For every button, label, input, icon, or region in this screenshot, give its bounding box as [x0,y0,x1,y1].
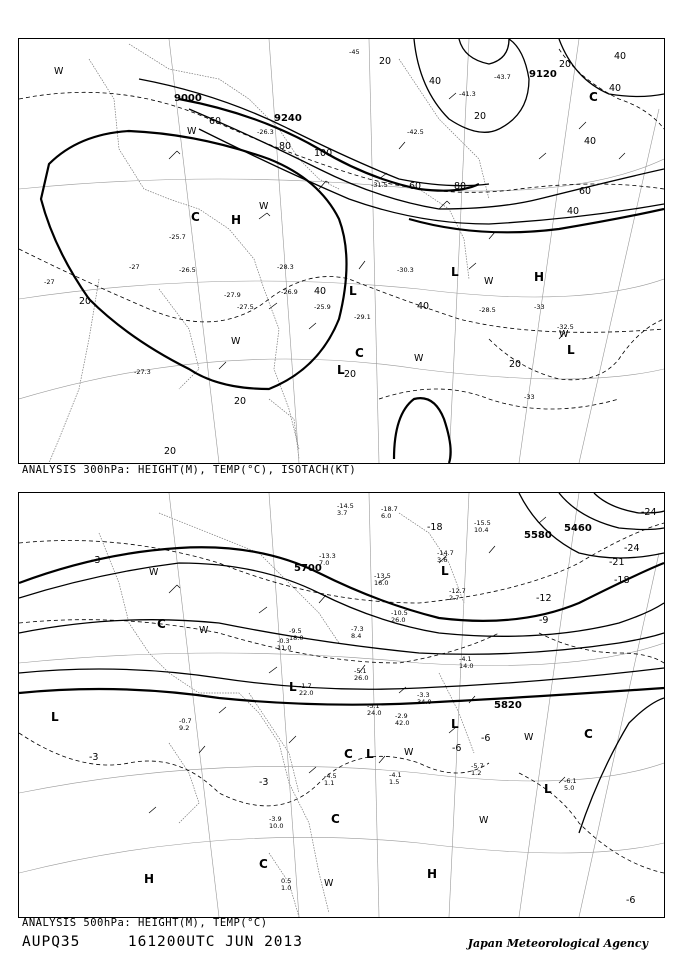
station-label: 10.4 [474,526,489,534]
isotherm-label: -12 [536,593,552,604]
map-500hpa-canvas [19,493,664,917]
station-label: 9.2 [179,724,190,732]
isotherm-label: -6 [452,743,462,754]
station-label: -15.5 [474,519,491,527]
temp-label: -28.3 [277,263,294,271]
station-label: -10.5 [391,609,408,617]
wind-marker: W [414,353,424,364]
temp-label: -29.1 [354,313,371,321]
station-label: 5.0 [564,784,575,792]
wind-marker: W [479,815,489,826]
wind-marker: W [259,201,269,212]
low-center: L [289,680,297,694]
isotach-label: 80 [279,141,292,152]
isotach-label: 100 [314,148,333,159]
isotherm-label: -6 [481,733,491,744]
isotherm-label: -24 [624,543,640,554]
lower-wind-markers [149,567,534,889]
isotach-label: 40 [584,136,597,147]
product-id: AUPQ35 [22,934,81,950]
low-center: L [544,782,552,796]
isotach-label: 20 [79,296,92,307]
temp-label: -33 [524,393,535,401]
isotach-label: 40 [609,83,622,94]
product-header [22,934,303,950]
isotach-label: 80 [454,181,467,192]
cold-center: C [157,617,166,631]
map-300hpa [18,38,665,464]
temp-label: -27 [129,263,140,271]
height-contours-thick [19,547,664,704]
station-label: -5.1 [367,702,380,710]
isotach-label: 60 [409,181,422,192]
cold-center: C [584,727,593,741]
temp-label: -27 [44,278,55,286]
station-label: 3.6 [437,556,448,564]
temp-label: -42.5 [407,128,424,136]
height-label: 9240 [274,113,302,124]
isotach-label: 40 [429,76,442,87]
station-label: -2.9 [395,712,408,720]
temp-label: -32.5 [557,323,574,331]
station-label: 1.2 [471,769,482,777]
station-label: -3.3 [417,691,430,699]
station-label: 42.0 [395,719,410,727]
temp-label: -25.7 [169,233,186,241]
isotach-label: 40 [417,301,430,312]
wind-marker: W [149,567,159,578]
temp-label: -28.5 [479,306,496,314]
isotach-label: 20 [379,56,392,67]
station-label: -14.7 [437,549,454,557]
station-label: 34.0 [417,698,432,706]
temp-label: -25.9 [314,303,331,311]
cold-center: C [589,90,598,104]
cold-center: C [331,812,340,826]
wind-marker: W [559,329,569,340]
isotach-label: 40 [314,286,327,297]
coastline [49,44,489,463]
upper-isotach-labels [79,51,626,457]
isotach-label: 40 [567,206,580,217]
high-center: H [534,270,545,284]
high-center: H [231,213,242,227]
station-label: 10.0 [269,822,284,830]
wind-marker: W [187,126,197,137]
isotach-label: 60 [579,186,592,197]
upper-pressure-centers [191,90,598,377]
isotherm-label: -18 [614,575,630,586]
graticule [19,39,664,463]
isotach-label: 20 [234,396,247,407]
station-label: -0.7 [179,717,192,725]
station-label: -18.7 [381,505,398,513]
low-center: L [366,747,374,761]
low-center: L [451,717,459,731]
isotach-label: 40 [614,51,627,62]
temp-label: -45 [349,48,360,56]
temp-label: -31.5 [371,181,388,189]
station-label: -6.1 [564,777,577,785]
temp-label: -27.9 [224,291,241,299]
high-center: H [144,872,155,886]
station-label: 24.0 [367,709,382,717]
isotherm-label: -3 [89,752,99,763]
lower-panel-caption: ANALYSIS 500hPa: HEIGHT(M), TEMP(°C) [22,917,268,929]
isotherm-label: -9 [539,615,549,626]
height-label: 5700 [294,563,322,574]
temp-label: -27.5 [237,303,254,311]
map-300hpa-canvas [19,39,664,463]
temp-label: -33 [534,303,545,311]
product-datetime: 161200UTC JUN 2013 [127,934,303,950]
station-label: 1.1 [324,779,335,787]
station-label: 7.0 [319,559,330,567]
low-center: L [337,363,345,377]
station-label: -4.1 [389,771,402,779]
wind-marker: W [199,625,209,636]
isotach-label: 60 [209,116,222,127]
station-label: 1.0 [281,884,292,892]
wind-marker: W [524,732,534,743]
station-label: -13.3 [319,552,336,560]
station-label: 2.7 [449,594,460,602]
station-label: -1.7 [299,682,312,690]
station-label: 0.5 [281,877,292,885]
height-label: 5580 [524,530,552,541]
height-label: 9120 [529,69,557,80]
cold-center: C [355,346,364,360]
agency-name: Japan Meteorological Agency [467,937,648,950]
station-label: 16.0 [374,579,389,587]
temp-label: -26.9 [281,288,298,296]
station-label: -7.3 [351,625,364,633]
isotherm-label: -21 [609,557,625,568]
temp-label: -27.3 [134,368,151,376]
map-500hpa [18,492,665,918]
station-label: -5.1 [354,667,367,675]
station-label: -14.5 [337,502,354,510]
station-label: 3.7 [337,509,348,517]
station-label: 22.0 [299,689,314,697]
isotach-label: 20 [474,111,487,122]
station-label: -0.3 [277,637,290,645]
wind-marker: W [54,66,64,77]
station-label: 11.0 [277,644,292,652]
isotherm-label: -3 [91,555,101,566]
temp-label: -26.5 [179,266,196,274]
height-label: 9000 [174,93,202,104]
temp-label: -43.7 [494,73,511,81]
isotherm-label: -3 [259,777,269,788]
isotach-label: 20 [559,59,572,70]
station-label: 8.4 [351,632,362,640]
height-label: 5820 [494,700,522,711]
station-label: -4.1 [459,655,472,663]
low-center: L [567,343,575,357]
temp-label: -30.3 [397,266,414,274]
station-label: 1.5 [389,778,400,786]
isotherm-label: -24 [641,507,657,518]
upper-panel-caption: ANALYSIS 300hPa: HEIGHT(M), TEMP(°C), ISOTACH(KT) [22,464,357,476]
isotach-contours [41,99,664,463]
station-label: 6.0 [381,512,392,520]
cold-center: C [344,747,353,761]
isotherm-label: -6 [626,895,636,906]
station-label: -12.7 [449,587,466,595]
wind-marker: W [484,276,494,287]
low-center: L [349,284,357,298]
temp-label: -26.3 [257,128,274,136]
station-label: -5.7 [471,762,484,770]
isotach-label: 20 [164,446,177,457]
station-label: 26.0 [391,616,406,624]
low-center: L [441,564,449,578]
high-center: H [427,867,438,881]
upper-temperature-labels [44,48,574,401]
low-center: L [451,265,459,279]
wind-marker: W [231,336,241,347]
station-label: -13.5 [374,572,391,580]
cold-center: C [259,857,268,871]
temp-label: -41.3 [459,90,476,98]
low-center: L [51,710,59,724]
cold-center: C [191,210,200,224]
wind-marker: W [324,878,334,889]
isotach-label: 20 [344,369,357,380]
station-label: 14.0 [459,662,474,670]
station-label: -3.9 [269,815,282,823]
station-label: 18.0 [289,634,304,642]
upper-wind-markers [54,66,569,364]
wind-marker: W [404,747,414,758]
isotach-label: 20 [509,359,522,370]
station-label: -4.5 [324,772,337,780]
station-label: -9.5 [289,627,302,635]
station-label: 26.0 [354,674,369,682]
isotherm-label: -18 [427,522,443,533]
height-label: 5460 [564,523,592,534]
